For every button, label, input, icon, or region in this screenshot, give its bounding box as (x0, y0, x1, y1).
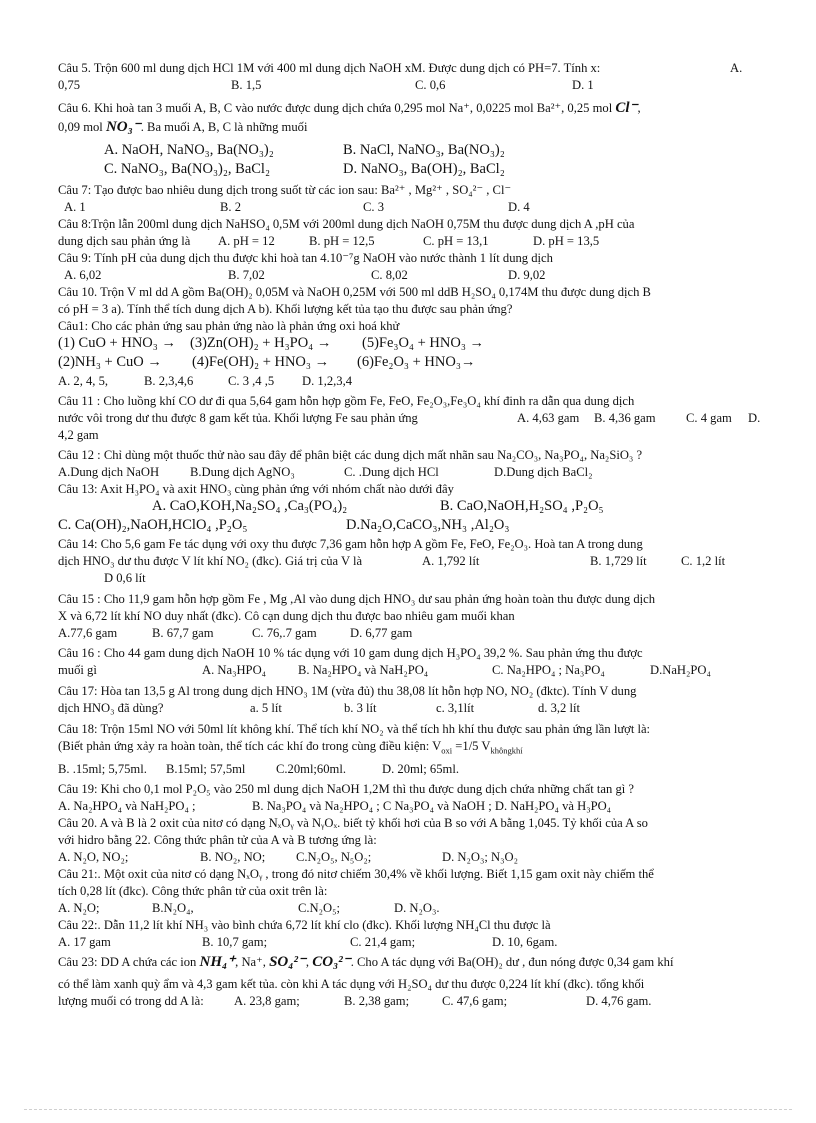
q12-option-b: B.Dung dịch AgNO₃ (190, 465, 295, 479)
q15-line1: Câu 15 : Cho 11,9 gam hỗn hợp gồm Fe , Mg ,Al vào dung dịch HNO₃ dư sau phản ứng hoàn toàn thu được dung dịch (58, 592, 656, 606)
q23-mid2: , (305, 955, 310, 969)
q20-option-c: C.N₂O₅, N₅O₂; (296, 850, 372, 864)
q7-text: Câu 7: Tạo được bao nhiêu dung dịch trong suốt từ các ion sau: Ba²⁺ , Mg²⁺ , SO₄²⁻ , Cl⁻ (58, 183, 512, 197)
q20-line2: với hidro bằng 22. Công thức phân tử của A và B tương ứng là: (58, 833, 377, 847)
q10-stem-2 (58, 301, 766, 318)
page-bottom-rule (24, 1109, 792, 1110)
q14-option-a: A. 1,792 lít (422, 554, 480, 568)
q13-option-d: D.Na₂O,CaCO₃,NH₃ ,Al₂O₃ (346, 517, 510, 533)
q23-line2: có thể làm xanh quỳ ẩm và 4,3 gam kết tủa. còn khi A tác dụng với H₂SO₄ dư thu được 0,224 lít khí (đkc). tổng khối (58, 977, 645, 991)
q7-option-b: B. 2 (220, 200, 241, 214)
q23-option-b: B. 2,38 gam; (344, 994, 410, 1008)
q15-option-c: C. 76,.7 gam (252, 626, 317, 640)
q8-stem (58, 216, 766, 233)
q1-option-d: D. 1,2,3,4 (302, 374, 353, 388)
q1-reaction-1: (1) CuO + HNO₃ → (58, 335, 176, 351)
q22-text: Câu 22:. Dẫn 11,2 lít khí NH₃ vào bình chứa 6,72 lít khí clo (đkc). Khối lượng NH₄Cl thu được là (58, 918, 551, 932)
q8-option-c: C. pH = 13,1 (423, 234, 489, 248)
q12-option-c: C. .Dung dịch HCl (344, 465, 439, 479)
q23-option-c: C. 47,6 gam; (442, 994, 508, 1008)
q13-option-b: B. CaO,NaOH,H₂SO₄ ,P₂O₅ (440, 498, 604, 514)
q11-stem (58, 393, 766, 410)
q7-options (58, 199, 766, 216)
q16-option-a: A. Na₃HPO₄ (202, 663, 267, 677)
q9-option-d: D. 9,02 (508, 268, 546, 282)
q23-stem (58, 954, 766, 973)
q15-option-d: D. 6,77 gam (350, 626, 413, 640)
q23-sulfate-ion: SO₄²⁻ (269, 954, 306, 970)
q8-option-d: D. pH = 13,5 (533, 234, 600, 248)
q1-options (58, 373, 766, 390)
q14-stem (58, 536, 766, 553)
q17-line2: dịch HNO₃ đã dùng? (58, 701, 164, 715)
q1-option-c: C. 3 ,4 ,5 (228, 374, 275, 388)
q11-line2: nước vôi trong dư thu được 8 gam kết tủa. Khối lượng Fe sau phản ứng (58, 411, 418, 425)
q5-option-c: C. 0,6 (415, 78, 446, 92)
q12-stem (58, 447, 766, 464)
q7-option-c: C. 3 (363, 200, 384, 214)
q1-text: Câu1: Cho các phản ứng sau phản ứng nào là phản ứng oxi hoá khử (58, 319, 400, 333)
q10-stem (58, 284, 766, 301)
q16-stem (58, 645, 766, 662)
q18-option-d: D. 20ml; 65ml. (382, 762, 459, 776)
q17-stem-2 (58, 700, 766, 717)
q1-reactions-row1 (58, 335, 766, 354)
q15-option-a: A.77,6 gam (58, 626, 118, 640)
q23-ammonium-ion: NH₄⁺ (199, 954, 236, 970)
q21-line1: Câu 21:. Một oxit của nitơ có dạng NₓOᵧ , trong đó nitơ chiếm 30,4% về khối lượng. Biết 1,15 gam oxit này chiếm thể (58, 867, 654, 881)
q19-option-a: A. Na₂HPO₄ và NaH₂PO₄ ; (58, 799, 196, 813)
q1-option-a: A. 2, 4, 5, (58, 374, 109, 388)
q22-option-a: A. 17 gam (58, 935, 111, 949)
q13-options-ab (58, 498, 766, 517)
q1-option-b: B. 2,3,4,6 (144, 374, 194, 388)
q21-line2: tích 0,28 lít (đkc). Công thức phân tử của oxit trên là: (58, 884, 328, 898)
q12-text: Câu 12 : Chỉ dùng một thuốc thử nào sau đây để phân biệt các dung dịch mất nhãn sau Na₂CO₃, Na₃PO₄, Na₂SiO₃ ? (58, 448, 643, 462)
q9-option-a: A. 6,02 (64, 268, 102, 282)
q5-option-a: 0,75 (58, 78, 81, 92)
q17-stem (58, 683, 766, 700)
q19-stem (58, 781, 766, 798)
q18-line2-mid: =1/5 V (452, 739, 491, 753)
q1-reaction-4: (4)Fe(OH)₂ + HNO₃ → (192, 354, 330, 370)
q6-stem: Câu 6. Khi hoà tan 3 muối A, B, C vào nước được dung dịch chứa 0,295 mol Na⁺, 0,0225 mol Ba²⁺, 0,25 mol Cl⁻, (58, 100, 641, 116)
q5-text: Câu 5. Trộn 600 ml dung dịch HCl 1M với 400 ml dung dịch NaOH xM. Được dung dịch có PH=7. Tính x: (58, 61, 601, 75)
q5-stem (58, 60, 766, 77)
q23-stem-3 (58, 993, 766, 1010)
q6-chloride-ion: Cl⁻ (615, 100, 638, 116)
q9-option-b: B. 7,02 (228, 268, 265, 282)
q18-options (58, 761, 766, 778)
q15-stem-2 (58, 608, 766, 625)
q18-line2-pre: (Biết phản ứng xảy ra hoàn toàn, thể tích các khí đo trong cùng điều kiện: V (58, 739, 442, 753)
q22-option-b: B. 10,7 gam; (202, 935, 268, 949)
q15-option-b: B. 67,7 gam (152, 626, 214, 640)
q5-option-d: D. 1 (572, 78, 594, 92)
q5-options (58, 77, 766, 94)
q11-option-d: 4,2 gam (58, 428, 99, 442)
q6-option-b: B. NaCl, NaNO₃, Ba(NO₃)₂ (343, 142, 505, 158)
q6-option-c: C. NaNO₃, Ba(NO₃)₂, BaCl₂ (104, 161, 271, 177)
q21-option-d: D. N₂O₃. (394, 901, 440, 915)
q15-stem (58, 591, 766, 608)
q16-option-c: C. Na₂HPO₄ ; Na₃PO₄ (492, 663, 605, 677)
q17-line1: Câu 17: Hòa tan 13,5 g Al trong dung dịch HNO₃ 1M (vừa đủ) thu 38,08 lít hỗn hợp NO, NO₂ (đktc). Tính V dung (58, 684, 637, 698)
q14-stem-2 (58, 553, 766, 570)
q8-option-b: B. pH = 12,5 (309, 234, 375, 248)
q1-stem (58, 318, 766, 335)
q1-reaction-2: (2)NH₃ + CuO → (58, 354, 162, 370)
q1-reactions-row2 (58, 354, 766, 373)
q21-option-c: C.N₂O₅; (298, 901, 341, 915)
q14-option-d: D 0,6 lít (104, 571, 146, 585)
q14-line1: Câu 14: Cho 5,6 gam Fe tác dụng với oxy thu được 7,36 gam hỗn hợp A gồm Fe, FeO, Fe₂O₃. Hoà tan A trong dung (58, 537, 643, 551)
q5-option-b: B. 1,5 (231, 78, 262, 92)
q8-option-a: A. pH = 12 (218, 234, 275, 248)
q22-stem (58, 917, 766, 934)
q13-option-c: C. Ca(OH)₂,NaOH,HClO₄ ,P₂O₅ (58, 517, 248, 533)
q6-stem-2 (58, 119, 766, 138)
q20-option-b: B. NO₂, NO; (200, 850, 266, 864)
q13-stem (58, 481, 766, 498)
q18-option-a: B. .15ml; 5,75ml. (58, 762, 147, 776)
q20-stem-2 (58, 832, 766, 849)
q13-option-a: A. CaO,KOH,Na₂SO₄ ,Ca₃(PO₄)₂ (152, 498, 348, 514)
q19-option-bcd: B. Na₃PO₄ và Na₂HPO₄ ; C Na₃PO₄ và NaOH ; D. NaH₂PO₄ và H₃PO₄ (252, 799, 612, 813)
q11-stem-2 (58, 410, 766, 427)
q23-mid1: , Na⁺, (235, 955, 266, 969)
q9-text: Câu 9: Tính pH của dung dịch thu được khi hoà tan 4.10⁻⁷g NaOH vào nước thành 1 lít dung dịch (58, 251, 553, 265)
q18-sub-air: khôngkhí (490, 745, 523, 756)
q23-stem-2 (58, 976, 766, 993)
q23-option-d: D. 4,76 gam. (586, 994, 652, 1008)
q20-stem (58, 815, 766, 832)
q8-line1: Câu 8:Trộn lẫn 200ml dung dịch NaHSO₄ 0,5M với 200ml dung dịch NaOH 0,75M thu được dung dịch A ,pH của (58, 217, 635, 231)
q19-text: Câu 19: Khi cho 0,1 mol P₂O₅ vào 250 ml dung dịch NaOH 1,2M thì thu được dung dịch chứa những chất tan gì ? (58, 782, 634, 796)
q6-line1: Câu 6. Khi hoà tan 3 muối A, B, C vào nước được dung dịch chứa 0,295 mol Na⁺, 0,0225 mol Ba²⁺, 0,25 mol (58, 101, 613, 115)
q17-option-d: d. 3,2 lít (538, 701, 580, 715)
q20-options (58, 849, 766, 866)
q14-option-b: B. 1,729 lít (590, 554, 647, 568)
q9-option-c: C. 8,02 (371, 268, 408, 282)
q11-line1: Câu 11 : Cho luồng khí CO dư đi qua 5,64 gam hỗn hợp gồm Fe, FeO, Fe₂O₃,Fe₃O₄ khí đinh ra dẫn qua dung dịch (58, 394, 635, 408)
q23-carbonate-ion: CO₃²⁻ (312, 954, 351, 970)
q18-line1: Câu 18: Trộn 15ml NO với 50ml lít không khí. Thể tích khí NO₂ và thể tích hh khí thu được sau phản ứng lần lượt là: (58, 722, 651, 736)
q9-options (58, 267, 766, 284)
q17-option-b: b. 3 lít (344, 701, 377, 715)
q9-stem (58, 250, 766, 267)
q6-line2-post: . Ba muối A, B, C là những muối (140, 120, 308, 134)
q11-option-c: C. 4 gam (686, 411, 732, 425)
q15-line2: X và 6,72 lít khí NO duy nhất (đkc). Cô cạn dung dịch thu được bao nhiêu gam muối khan (58, 609, 515, 623)
q11-option-d-row (58, 427, 766, 444)
q16-option-b: B. Na₂HPO₄ và NaH₂PO₄ (298, 663, 429, 677)
q10-line1: Câu 10. Trộn V ml dd A gồm Ba(OH)₂ 0,05M và NaOH 0,25M với 500 ml ddB H₂SO₄ 0,174M thu được dung dịch B (58, 285, 651, 299)
q19-options (58, 798, 766, 815)
q20-option-d: D. N₂O₃; N₃O₂ (442, 850, 518, 864)
q23-post: . Cho A tác dụng với Ba(OH)₂ dư , đun nóng được 0,34 gam khí (350, 955, 674, 969)
q16-stem-2 (58, 662, 766, 679)
q7-option-d: D. 4 (508, 200, 530, 214)
q7-stem (58, 182, 766, 199)
q6-line2-pre: 0,09 mol (58, 120, 103, 134)
q1-reaction-5: (5)Fe₃O₄ + HNO₃ → (362, 335, 485, 351)
q23-line3: lượng muối có trong dd A là: (58, 994, 204, 1008)
q16-line1: Câu 16 : Cho 44 gam dung dịch NaOH 10 % tác dụng với 10 gam dung dịch H₃PO₄ 39,2 %. Sau phản ứng thu được (58, 646, 643, 660)
q6-nitrate-ion: NO₃⁻ (105, 119, 141, 135)
q21-option-b: B.N₂O₄, (152, 901, 194, 915)
q22-options (58, 934, 766, 951)
q8-line2: dung dịch sau phản ứng là (58, 234, 191, 248)
q6-options-ab (58, 142, 766, 161)
q11-option-b: B. 4,36 gam (594, 411, 656, 425)
q20-line1: Câu 20. A và B là 2 oxit của nitơ có dạng NₓOᵧ và NᵧOₓ. biết tỷ khối hơi của B so với A bằng 1,045. Tỷ khối của A so (58, 816, 648, 830)
q23-option-a: A. 23,8 gam; (234, 994, 300, 1008)
q18-stem (58, 721, 766, 738)
q18-stem-2 (58, 738, 766, 755)
q14-option-c: C. 1,2 lít (681, 554, 726, 568)
q12-option-a: A.Dung dịch NaOH (58, 465, 160, 479)
q1-reaction-3: (3)Zn(OH)₂ + H₃PO₄ → (190, 335, 332, 351)
q6-options-cd (58, 161, 766, 180)
q21-stem (58, 866, 766, 883)
q22-option-d: D. 10, 6gam. (492, 935, 558, 949)
q14-line2: dịch HNO₃ dư thu được V lít khí NO₂ (đkc). Giá trị của V là (58, 554, 363, 568)
q11-option-a: A. 4,63 gam (517, 411, 580, 425)
worksheet (58, 60, 766, 1010)
q20-option-a: A. N₂O, NO₂; (58, 850, 129, 864)
q16-option-d: D.NaH₂PO₄ (650, 663, 711, 677)
q10-line2: có pH = 3 a). Tính thể tích dung dịch A b). Khối lượng kết tủa tạo thu được sau phản ứng? (58, 302, 513, 316)
q12-option-d: D.Dung dịch BaCl₂ (494, 465, 593, 479)
q18-sub-oxi: oxi (441, 745, 453, 756)
q5-option-a-label: A. (730, 61, 743, 75)
q11-option-d-label: D. (748, 411, 761, 425)
q16-line2: muối gì (58, 663, 97, 677)
q21-stem-2 (58, 883, 766, 900)
q13-options-cd (58, 517, 766, 536)
q17-option-c: c. 3,1lít (436, 701, 475, 715)
q7-option-a: A. 1 (64, 200, 86, 214)
q15-options (58, 625, 766, 642)
q22-option-c: C. 21,4 gam; (350, 935, 416, 949)
q21-options (58, 900, 766, 917)
q18-option-b: B.15ml; 57,5ml (166, 762, 246, 776)
q18-option-c: C.20ml;60ml. (276, 762, 346, 776)
q12-options (58, 464, 766, 481)
q21-option-a: A. N₂O; (58, 901, 100, 915)
q6-option-a: A. NaOH, NaNO₃, Ba(NO₃)₂ (104, 142, 274, 158)
q14-option-d-row (58, 570, 766, 587)
q17-option-a: a. 5 lít (250, 701, 282, 715)
q8-stem-2 (58, 233, 766, 250)
q23-pre: Câu 23: DD A chứa các ion (58, 955, 197, 969)
q6-option-d: D. NaNO₃, Ba(OH)₂, BaCl₂ (343, 161, 505, 177)
q1-reaction-6: (6)Fe₂O₃ + HNO₃→ (357, 354, 476, 370)
q13-text: Câu 13: Axit H₃PO₄ và axit HNO₃ cùng phản ứng với nhóm chất nào dưới đây (58, 482, 454, 496)
